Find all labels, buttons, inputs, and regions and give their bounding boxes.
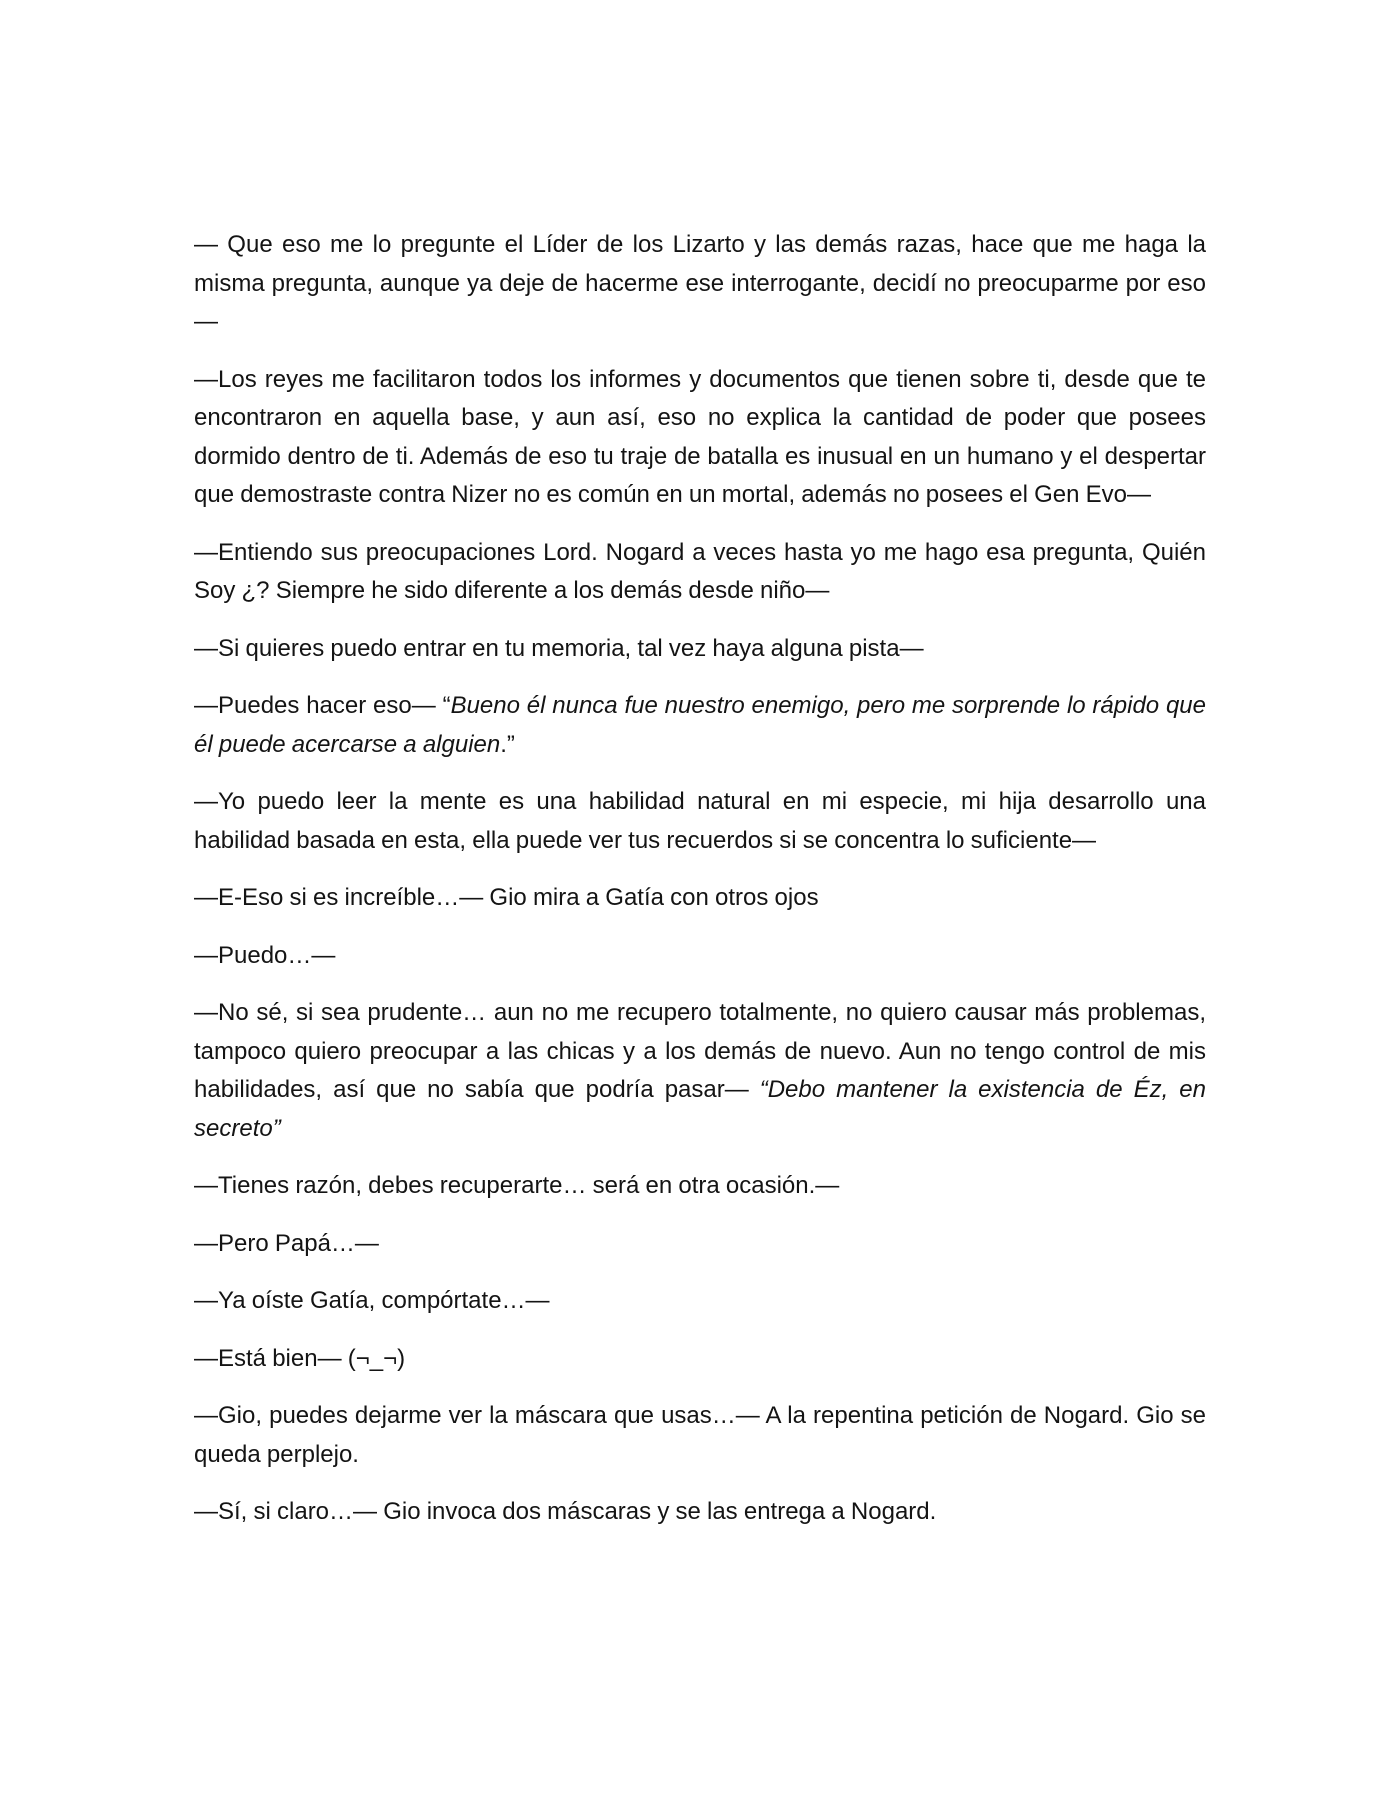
paragraph-11: —Pero Papá…— xyxy=(194,1229,379,1257)
paragraph-13: —Está bien— (¬_¬) xyxy=(194,1344,406,1372)
paragraph-12: —Ya oíste Gatía, compórtate…— xyxy=(194,1287,550,1314)
paragraph-4: —Si quieres puedo entrar en tu memoria, tal vez haya alguna pista— xyxy=(194,634,924,662)
paragraph-10: —Tienes razón, debes recuperarte… será en otra ocasión.— xyxy=(194,1172,840,1199)
paragraph-6: —Yo puedo leer la mente es una habilidad natural en mi especie, mi hija desarrollo una habilidad basada en esta, ella puede ver tus recuerdos si se concentra lo suficiente— xyxy=(194,788,1206,854)
paragraph-9 xyxy=(194,994,1206,1148)
paragraph-5-closing: .” xyxy=(500,730,515,758)
paragraph-9-dialogue: —No sé, si sea prudente… aun no me recupero totalmente, no quiero causar más problemas, tampoco quiero preocupar a las chicas y a los demás de nuevo. Aun no tengo control de mis habilidades, así que no sabía que podría pasar— xyxy=(194,999,1206,1103)
paragraph-9-italic-thought: “Debo mantener la existencia de Éz, en secreto” xyxy=(194,1076,1206,1142)
paragraph-5-dialogue: —Puedes hacer eso— “ xyxy=(194,692,451,719)
paragraph-5-italic-thought: Bueno él nunca fue nuestro enemigo, pero me sorprende lo rápido que él puede acercarse a alguien xyxy=(194,692,1207,758)
paragraph-3: —Entiendo sus preocupaciones Lord. Nogard a veces hasta yo me hago esa pregunta, Quién Soy ¿? Siempre he sido diferente a los demás desde niño— xyxy=(194,538,1206,604)
paragraph-14: —Gio, puedes dejarme ver la máscara que usas…— A la repentina petición de Nogard. Gio se queda perplejo. xyxy=(194,1402,1206,1468)
paragraph-7: —E-Eso si es increíble…— Gio mira a Gatía con otros ojos xyxy=(194,884,819,911)
paragraph-5 xyxy=(194,687,1206,764)
paragraph-8: —Puedo…— xyxy=(194,941,336,969)
paragraph-2: —Los reyes me facilitaron todos los informes y documentos que tienen sobre ti, desde que te encontraron en aquella base, y aun así, eso no explica la cantidad de poder que posees dormido dentro de ti. Además de eso tu traje de batalla es inusual en un humano y el despertar que demostraste contra Nizer no es común en un mortal, además no posees el Gen Evo— xyxy=(194,365,1206,508)
document-body xyxy=(194,226,1206,1532)
paragraph-15: —Sí, si claro…— Gio invoca dos máscaras y se las entrega a Nogard. xyxy=(194,1498,937,1525)
paragraph-1: — Que eso me lo pregunte el Líder de los Lizarto y las demás razas, hace que me haga la misma pregunta, aunque ya deje de hacerme ese interrogante, decidí no preocuparme por eso— xyxy=(194,231,1206,335)
